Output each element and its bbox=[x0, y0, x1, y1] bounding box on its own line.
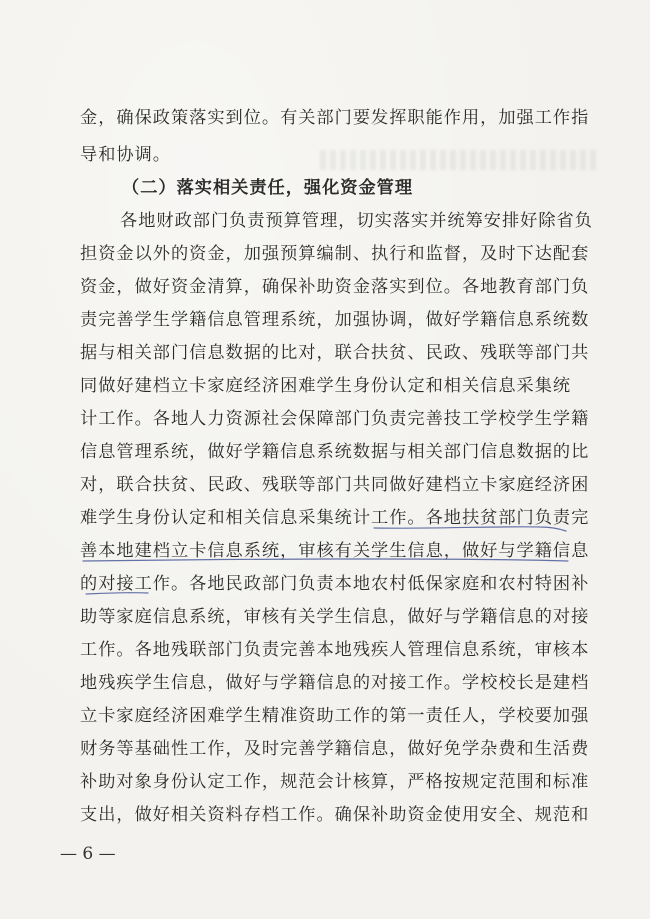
body-line-6: 资金，做好资金清算，确保补助资金落实到位。各地教育部门负 bbox=[80, 277, 590, 297]
body-line-8: 据与相关部门信息数据的比对，联合扶贫、民政、残联等部门共 bbox=[80, 343, 590, 363]
bleed-through-shadow bbox=[320, 150, 600, 170]
body-line-17: 工作。各地残联部门负责完善本地残疾人管理信息系统，审核本 bbox=[80, 640, 590, 660]
body-line-11: 信息管理系统，做好学籍信息系统数据与相关部门信息数据的比 bbox=[80, 442, 590, 462]
body-line-12: 对，联合扶贫、民政、残联等部门共同做好建档立卡家庭经济困 bbox=[80, 475, 590, 495]
body-line-20: 财务等基础性工作，及时完善学籍信息，做好免学杂费和生活费 bbox=[80, 739, 590, 759]
body-line-10: 计工作。各地人力资源社会保障部门负责完善技工学校学生学籍 bbox=[80, 409, 590, 429]
body-line-16: 助等家庭信息系统，审核有关学生信息，做好与学籍信息的对接 bbox=[80, 607, 590, 627]
body-line-7: 责完善学生学籍信息管理系统，加强协调，做好学籍信息系统数 bbox=[80, 310, 590, 330]
body-line-19: 立卡家庭经济困难学生精准资助工作的第一责任人，学校要加强 bbox=[80, 706, 590, 726]
page-number: — 6 — bbox=[60, 844, 116, 864]
body-line-13: 难学生身份认定和相关信息采集统计工作。各地扶贫部门负责完 bbox=[80, 508, 590, 528]
body-line-21: 补助对象身份认定工作，规范会计核算，严格按规定范围和标准 bbox=[80, 772, 590, 792]
body-line-15: 的对接工作。各地民政部门负责本地农村低保家庭和农村特困补 bbox=[80, 574, 590, 594]
body-line-22: 支出，做好相关资料存档工作。确保补助资金使用安全、规范和 bbox=[80, 805, 590, 825]
body-line-2: 导和协调。 bbox=[80, 145, 171, 165]
body-line-14: 善本地建档立卡信息系统，审核有关学生信息，做好与学籍信息 bbox=[80, 541, 590, 561]
body-line-1: 金，确保政策落实到位。有关部门要发挥职能作用，加强工作指 bbox=[80, 108, 590, 128]
body-line-18: 地残疾学生信息，做好与学籍信息的对接工作。学校校长是建档 bbox=[80, 673, 590, 693]
section-heading: （二）落实相关责任，强化资金管理 bbox=[122, 178, 414, 198]
body-line-9: 同做好建档立卡家庭经济困难学生身份认定和相关信息采集统 bbox=[80, 376, 572, 396]
body-line-5: 担资金以外的资金，加强预算编制、执行和监督，及时下达配套 bbox=[80, 244, 590, 264]
body-line-4: 各地财政部门负责预算管理，切实落实并统筹安排好除省负 bbox=[120, 211, 593, 231]
